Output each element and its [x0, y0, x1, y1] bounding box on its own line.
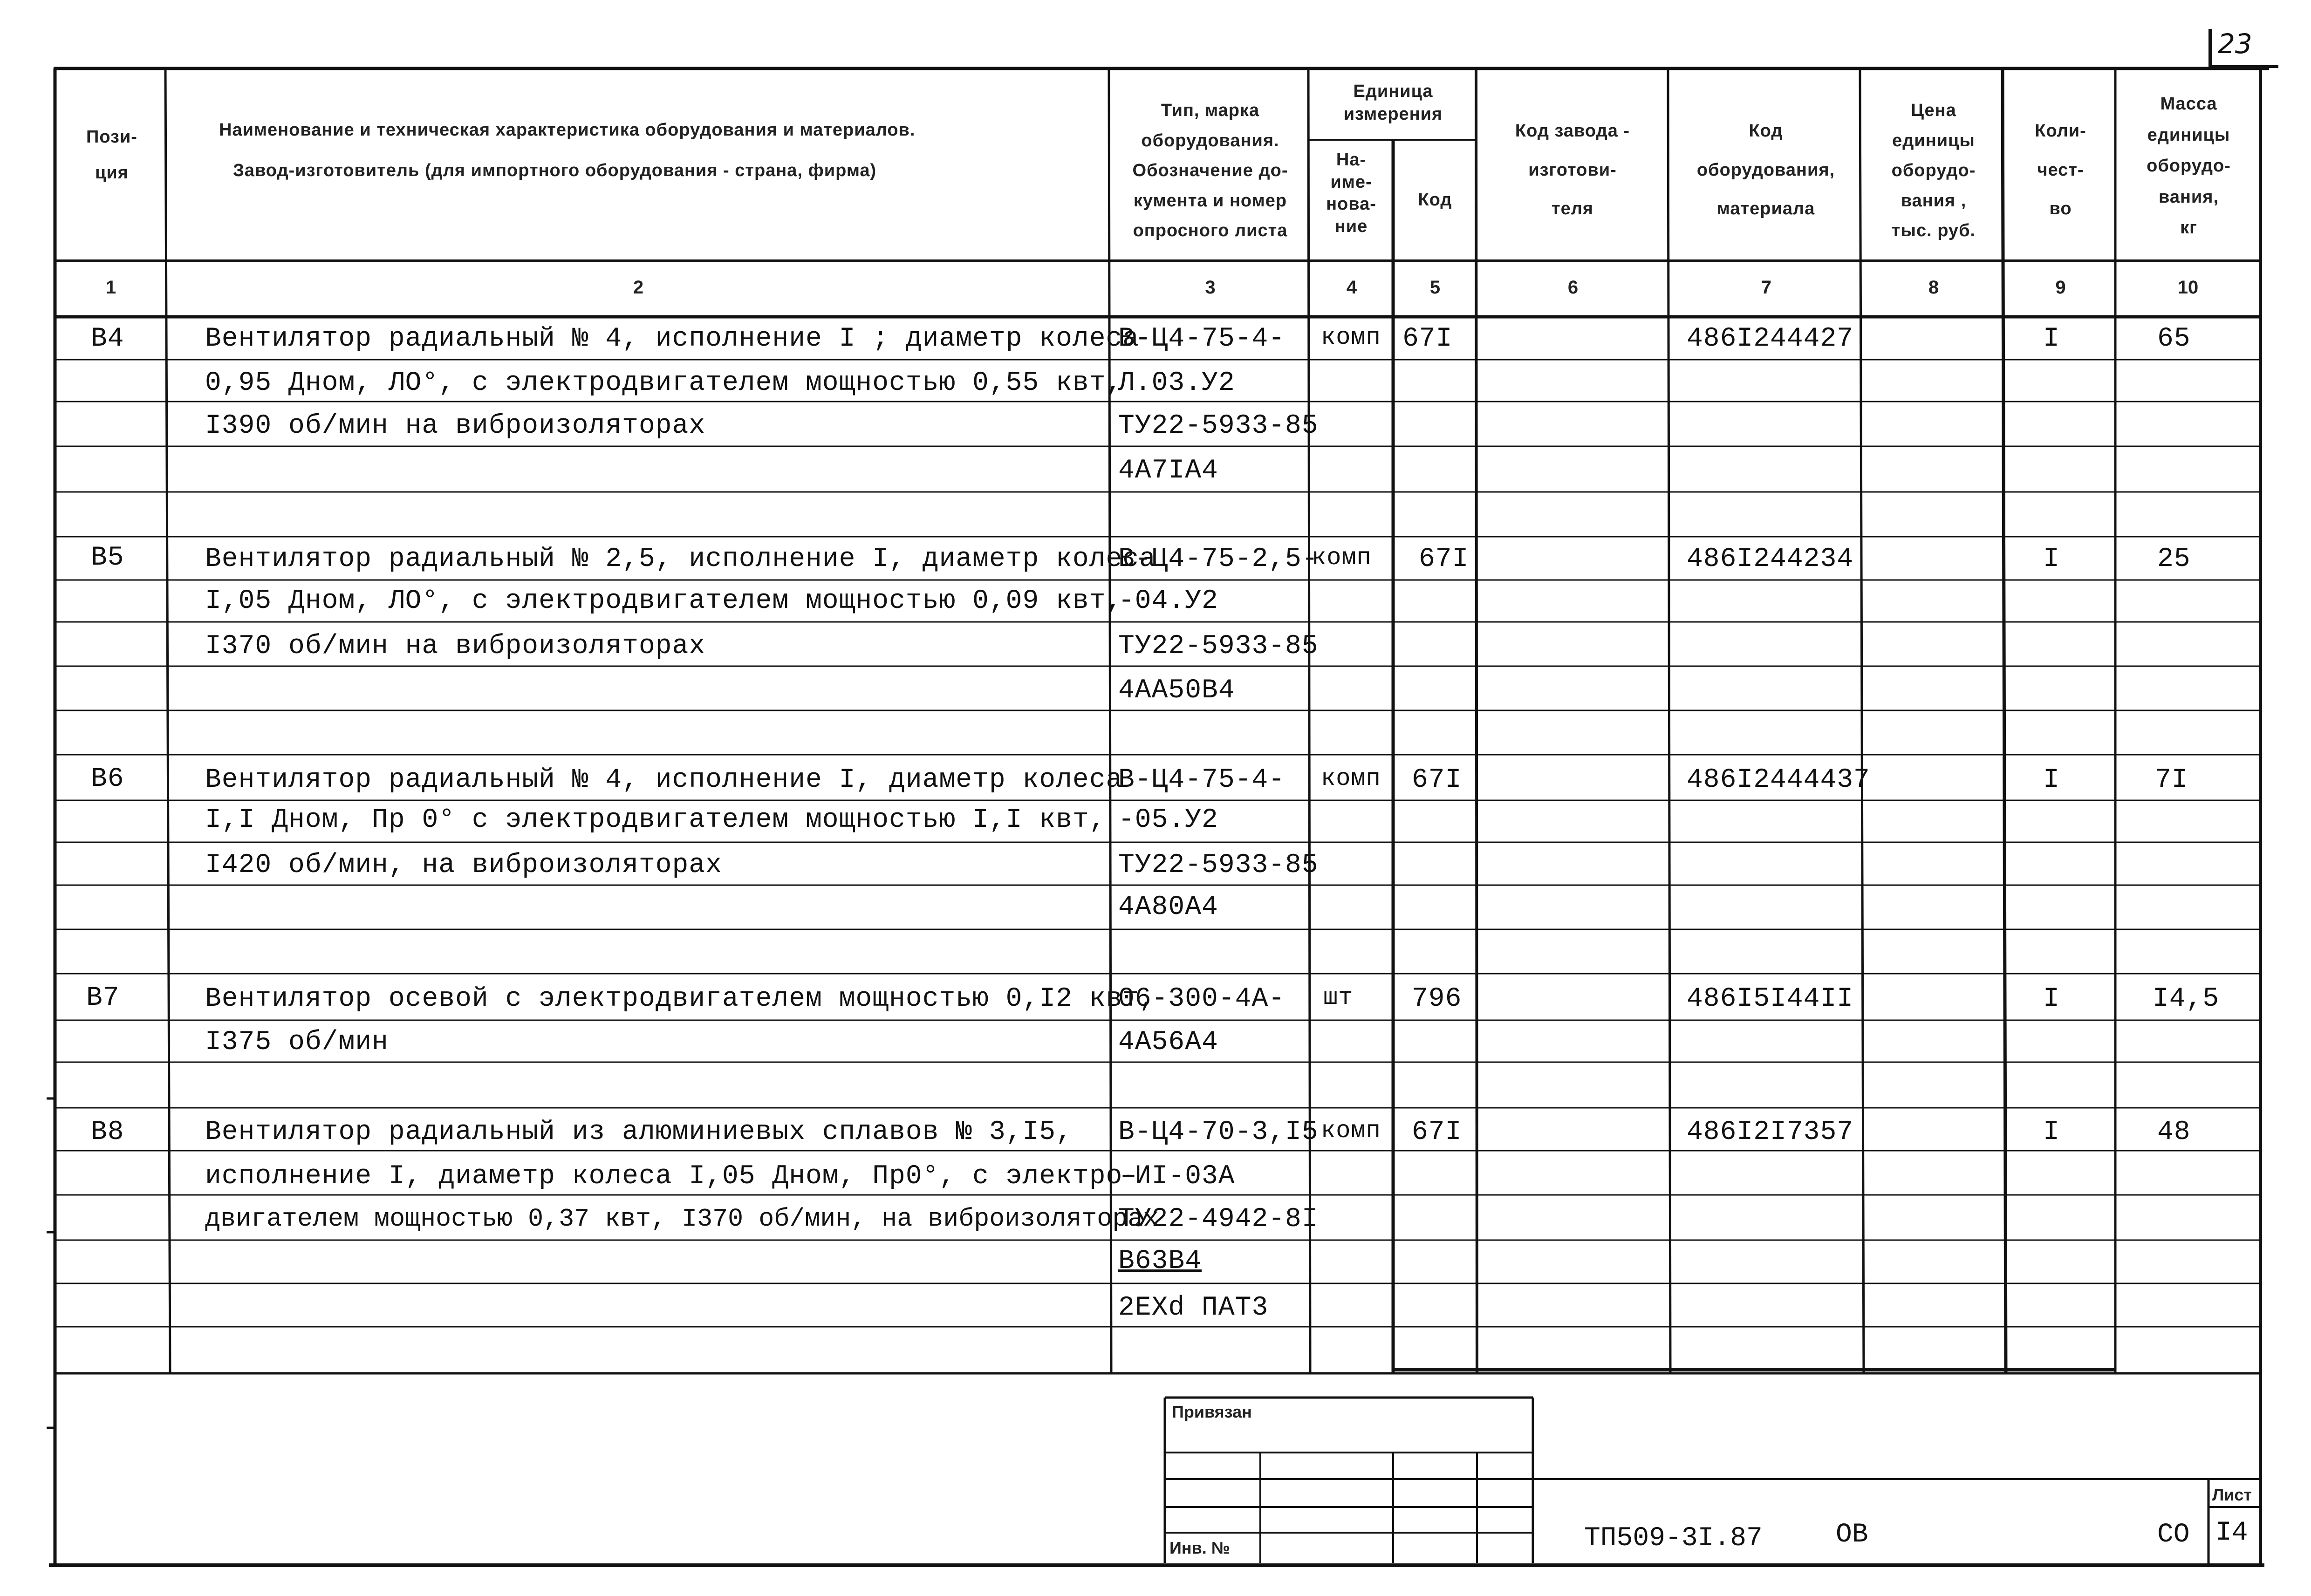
type-line: В-Ц4-75-2,5-	[1118, 544, 1319, 574]
doc-mark: ОВ	[1836, 1520, 1868, 1550]
col-num-9: 9	[2055, 277, 2066, 298]
unit-name: комп	[1321, 324, 1381, 351]
mass: 25	[2157, 544, 2191, 574]
position: B5	[91, 543, 124, 573]
position: B4	[91, 324, 124, 354]
col-num-3: 3	[1205, 277, 1216, 298]
unit-name: комп	[1312, 544, 1372, 572]
header-unit-group: Единица измерения	[1343, 82, 1443, 124]
bound-label: Привязан	[1172, 1402, 1252, 1421]
col-num-10: 10	[2177, 277, 2199, 298]
type-line: 4А80А4	[1118, 892, 1218, 922]
name-line: Вентилятор радиальный из алюминиевых сплавов № 3,I5,	[205, 1117, 1073, 1147]
mass: 48	[2157, 1117, 2191, 1147]
equipment-code: 486I2444437	[1687, 765, 1870, 795]
mass: 65	[2157, 324, 2191, 354]
type-line: ТУ22-5933-85	[1118, 411, 1319, 441]
unit-code: 796	[1412, 984, 1462, 1014]
name-line: I420 об/мин, на виброизоляторах	[205, 850, 722, 880]
header-position: Пози- ция	[86, 127, 137, 183]
col-num-5: 5	[1429, 277, 1441, 298]
unit-name: комп	[1321, 1117, 1381, 1145]
name-line: Вентилятор осевой с электродвигателем мощностью 0,I2 квт,	[205, 984, 1156, 1014]
name-line: исполнение I, диаметр колеса I,05 Дном, Пр0°, с электро-	[205, 1161, 1140, 1192]
header-price: Цена единицы оборудо- вания , тыс. руб.	[1891, 101, 1976, 241]
type-line: -05.У2	[1118, 805, 1218, 835]
position: B7	[86, 983, 120, 1013]
section: СО	[2157, 1520, 2190, 1550]
equipment-code: 486I244234	[1687, 544, 1854, 574]
quantity: I	[2043, 984, 2060, 1014]
quantity: I	[2043, 544, 2060, 574]
doc-code: ТП509-3I.87	[1584, 1523, 1763, 1554]
page-number: 23	[2218, 28, 2252, 60]
header-quantity: Коли- чест- во	[2035, 121, 2086, 219]
header-equipment-code: Код оборудования, материала	[1696, 121, 1835, 219]
header-type: Тип, марка оборудования. Обозначение до- кумента и номер опросного листа	[1132, 101, 1288, 241]
name-line: Вентилятор радиальный № 2,5, исполнение I, диаметр колеса	[205, 544, 1156, 574]
equipment-code: 486I244427	[1687, 324, 1854, 354]
type-line: Л.03.У2	[1118, 368, 1235, 398]
type-line: 4А7IА4	[1118, 456, 1218, 486]
unit-code: 67I	[1419, 544, 1469, 574]
type-line: -ИI-03А	[1118, 1161, 1235, 1192]
type-line: 4АА50В4	[1118, 675, 1235, 706]
unit-name: шт	[1323, 984, 1354, 1011]
unit-code: 67I	[1412, 1117, 1462, 1147]
col-num-2: 2	[633, 277, 644, 298]
type-line: В-Ц4-75-4-	[1118, 324, 1285, 354]
col-num-6: 6	[1567, 277, 1579, 298]
type-line: -04.У2	[1118, 586, 1218, 616]
mass: 7I	[2155, 765, 2188, 795]
header-unit-code: Код	[1418, 190, 1452, 210]
name-line: 0,95 Дном, ЛО°, с электродвигателем мощностью 0,55 квт,	[205, 368, 1123, 398]
type-line: 2ЕХd ПАТ3	[1118, 1293, 1269, 1323]
col-num-7: 7	[1761, 277, 1772, 298]
header-unit-name: На- име- нова- ние	[1326, 150, 1376, 236]
name-line: I390 об/мин на виброизоляторах	[205, 411, 706, 441]
name-line: I,I Дном, Пр 0° с электродвигателем мощностью I,I квт,	[205, 805, 1106, 835]
unit-name: комп	[1321, 765, 1381, 792]
type-line: ТУ22-5933-85	[1118, 850, 1319, 880]
name-line: I370 об/мин на виброизоляторах	[205, 631, 706, 662]
sheet-number: I4	[2215, 1518, 2248, 1548]
type-line: В-Ц4-75-4-	[1118, 765, 1285, 795]
equipment-code: 486I5I44II	[1687, 984, 1854, 1014]
header-name: Наименование и техническая характеристика оборудования и материалов. Завод-изготовитель (для импортного оборудования - страна, фирма)	[219, 120, 916, 181]
header-mass: Масса единицы оборудо- вания, кг	[2147, 94, 2231, 238]
name-line: I375 об/мин	[205, 1027, 389, 1057]
type-line: ТУ22-5933-85	[1118, 631, 1319, 662]
quantity: I	[2043, 765, 2060, 795]
position: B8	[91, 1117, 124, 1147]
name-line: двигателем мощностью 0,37 квт, I370 об/мин, на виброизоляторах	[205, 1204, 1159, 1234]
equipment-code: 486I2I7357	[1687, 1117, 1854, 1147]
type-line: В63В4	[1118, 1246, 1202, 1276]
inv-label: Инв. №	[1169, 1538, 1230, 1557]
type-line: 4А56А4	[1118, 1027, 1218, 1057]
position: B6	[91, 764, 124, 794]
unit-code: 67I	[1412, 765, 1462, 795]
quantity: I	[2043, 324, 2060, 354]
col-num-4: 4	[1346, 277, 1357, 298]
unit-code: 67I	[1402, 324, 1453, 354]
type-line: ТУ22-4942-8I	[1118, 1204, 1319, 1235]
quantity: I	[2043, 1117, 2060, 1147]
sheet-label: Лист	[2212, 1485, 2252, 1504]
name-line: Вентилятор радиальный № 4, исполнение I, диаметр колеса	[205, 765, 1123, 795]
mass: I4,5	[2153, 984, 2220, 1014]
col-num-8: 8	[1928, 277, 1939, 298]
type-line: 06-300-4А-	[1118, 984, 1285, 1014]
name-line: I,05 Дном, ЛО°, с электродвигателем мощностью 0,09 квт,	[205, 586, 1123, 616]
header-factory-code: Код завода - изготови- теля	[1515, 121, 1630, 219]
type-line: В-Ц4-70-3,I5	[1118, 1117, 1319, 1147]
name-line: Вентилятор радиальный № 4, исполнение I ; диаметр колеса	[205, 324, 1140, 354]
col-num-1: 1	[105, 277, 116, 298]
